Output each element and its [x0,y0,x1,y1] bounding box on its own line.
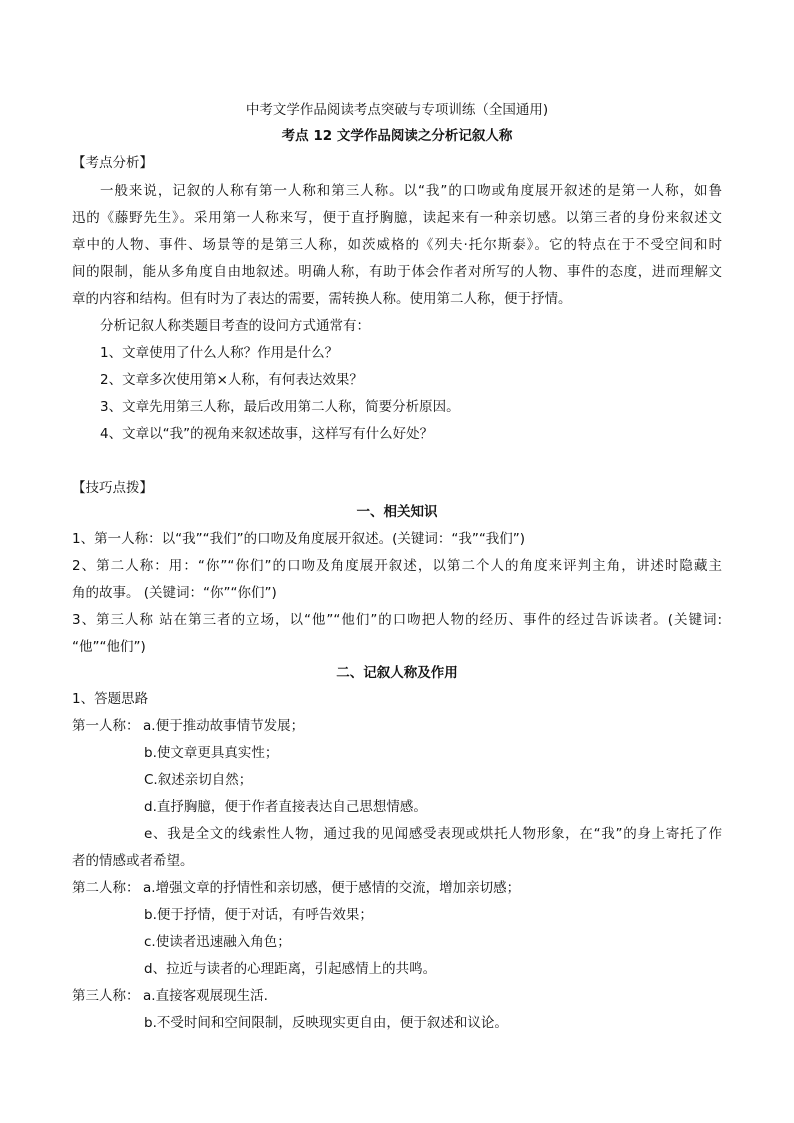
knowledge-item-continuation: 角的故事。 (关键词：“你”“你们”) [72,585,277,601]
third-person-point: a.直接客观展现生活. [143,988,268,1004]
approach-label: 1、答题思路 [72,691,149,707]
second-person-label: 第二人称： [72,880,140,896]
knowledge-item: 2、第二人称：用：“你”“你们”的口吻及角度展开叙述，以第二个人的角度来评判主角，讲述时隐藏主 [72,558,722,574]
first-person-point-continuation: 者的情感或者希望。 [72,853,194,869]
knowledge-item-continuation: “他”“他们”) [72,639,146,655]
first-person-label: 第一人称： [72,718,140,734]
analysis-paragraph-line: 章的内容和结构。但有时为了表达的需要，需转换人称。使用第二人称，便于抒情。 [72,291,572,307]
analysis-heading: 【考点分析】 [72,155,153,171]
question-item: 4、文章以“我”的视角来叙述故事，这样写有什么好处？ [100,426,434,442]
section-title: 一、相关知识 [356,504,438,520]
first-person-point: C.叙述亲切自然； [144,772,253,788]
third-person-point: b.不受时间和空间限制，反映现实更自由，便于叙述和议论。 [144,1015,508,1031]
first-person-point: e、我是全文的线索性人物，通过我的见闻感受表现或烘托人物形象，在“我”的身上寄托了作 [144,826,722,842]
analysis-paragraph-line: 一般来说，记叙的人称有第一人称和第三人称。以“我”的口吻或角度展开叙述的是第一人称，如鲁 [100,183,722,199]
question-intro: 分析记叙人称类题目考查的设问方式通常有： [100,318,370,334]
second-person-point: d、拉近与读者的心理距离，引起感情上的共鸣。 [144,961,437,977]
first-person-point: b.使文章更具真实性； [144,745,279,761]
third-person-label: 第三人称： [72,988,140,1004]
first-person-point: d.直抒胸臆，便于作者直接表达自己思想情感。 [144,799,427,815]
document-subtitle: 考点 12 文学作品阅读之分析记叙人称 [281,128,513,144]
analysis-paragraph-line: 章中的人物、事件、场景等的是第三人称，如茨威格的《列夫·托尔斯泰》。它的特点在于不受空间和时 [72,237,722,253]
first-person-point: a.便于推动故事情节发展； [143,718,305,734]
question-item: 1、文章使用了什么人称？作用是什么？ [100,345,339,361]
analysis-paragraph-line: 间的限制，能从多角度自由地叙述。明确人称，有助于体会作者对所写的人物、事件的态度，进而理解文 [72,264,722,280]
second-person-point: a.增强文章的抒情性和亲切感，便于感情的交流，增加亲切感； [143,880,521,896]
analysis-paragraph-line: 迅的《藤野先生》。采用第一人称来写，便于直抒胸臆，读起来有一种亲切感。以第三者的身份来叙述文 [72,210,722,226]
tips-heading: 【技巧点拨】 [72,480,153,496]
second-person-point: c.使读者迅速融入角色； [144,934,291,950]
second-person-point: b.便于抒情，便于对话，有呼告效果； [144,907,373,923]
question-item: 2、文章多次使用第×人称，有何表达效果？ [100,372,363,388]
knowledge-item: 3、第三人称 站在第三者的立场，以“他”“他们”的口吻把人物的经历、事件的经过告诉读者。(关键词: [72,612,722,628]
document-title: 中考文学作品阅读考点突破与专项训练（全国通用) [245,102,549,118]
question-item: 3、文章先用第三人称，最后改用第二人称，简要分析原因。 [100,399,460,415]
knowledge-item: 1、第一人称：以“我”“我们”的口吻及角度展开叙述。(关键词：“我”“我们”) [72,531,526,547]
section-title: 二、记叙人称及作用 [336,665,458,681]
